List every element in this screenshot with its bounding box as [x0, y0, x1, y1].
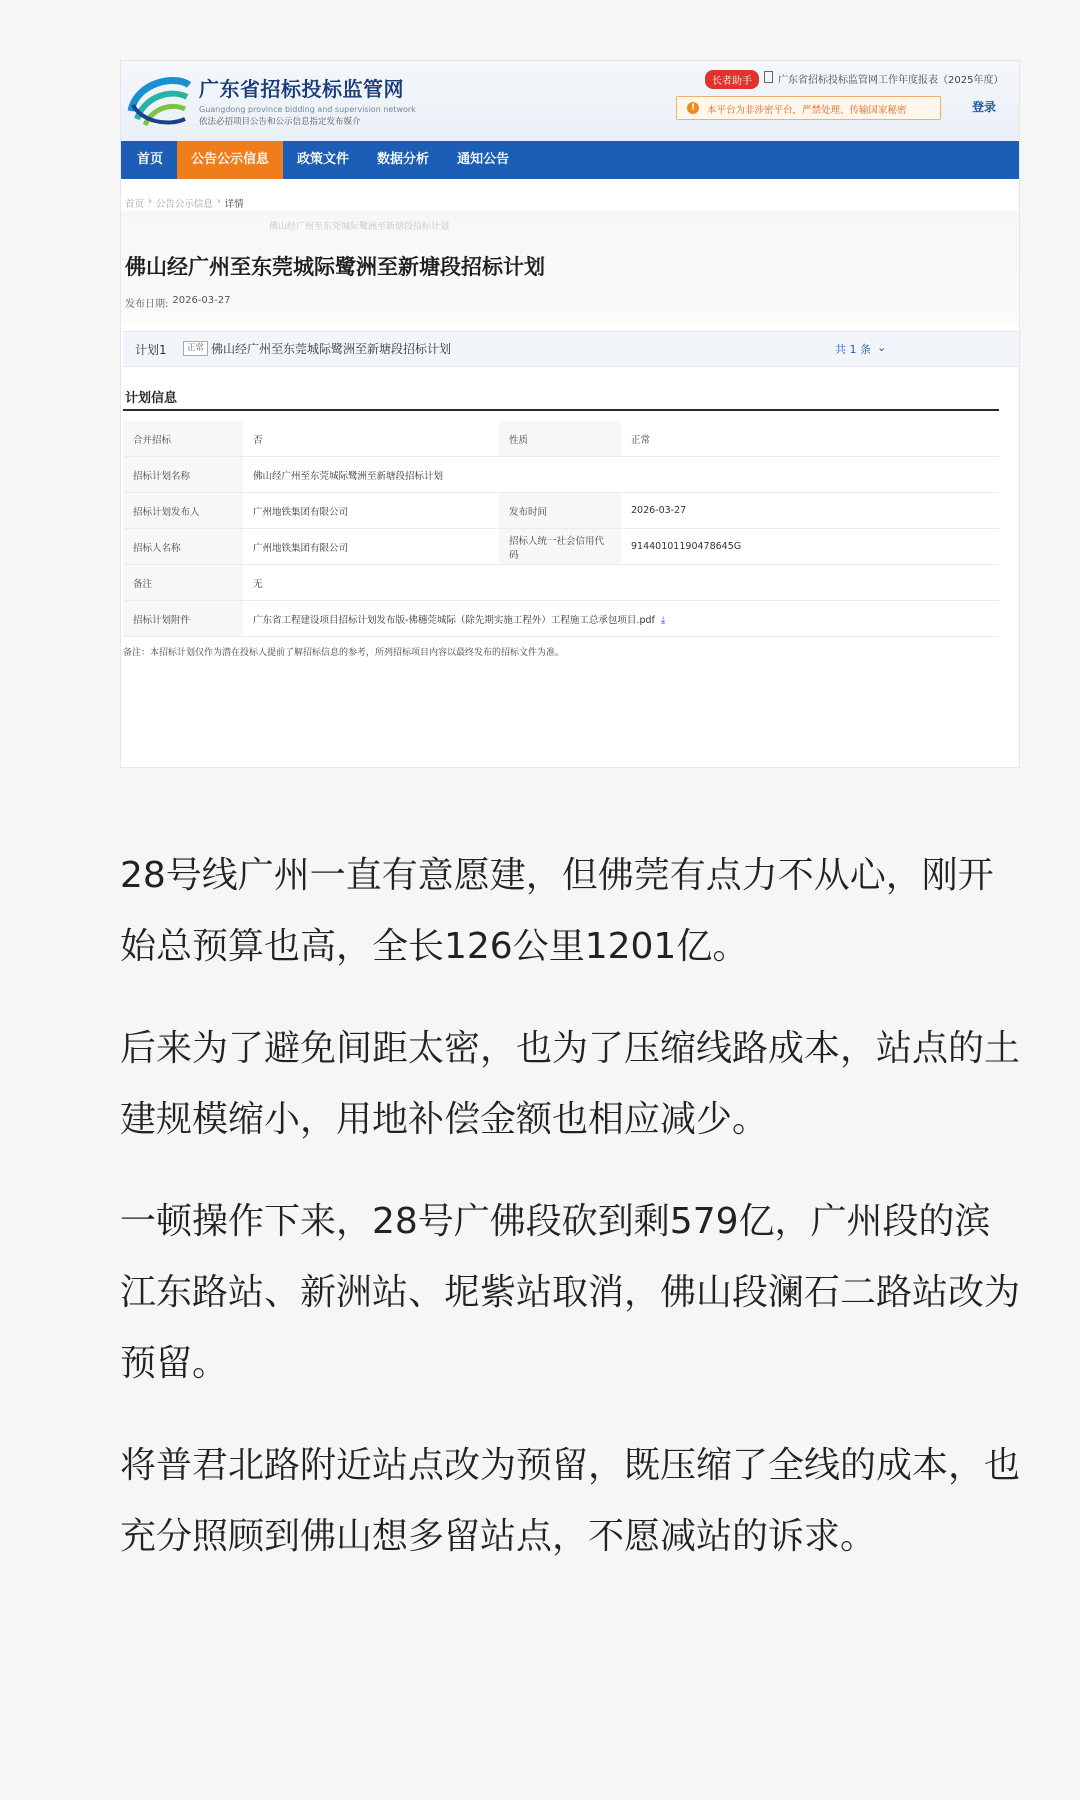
publish-date-label: 发布日期:: [125, 299, 169, 310]
site-logo-text: [199, 73, 416, 127]
table-label: 发布时间: [499, 493, 621, 529]
security-warning: [676, 96, 941, 120]
table-label: 备注: [123, 565, 243, 601]
section-divider: [123, 409, 999, 411]
site-name-en: Guangdong province bidding and supervision network: [199, 105, 416, 114]
article-paragraph: 将普君北路附近站点改为预留，既压缩了全线的成本，也充分照顾到佛山想多留站点，不愿减站的诉求。: [120, 1445, 1021, 1557]
nav-item-policy[interactable]: 政策文件: [297, 152, 350, 167]
table-value: 广州地铁集团有限公司: [243, 529, 499, 565]
table-label: 招标计划名称: [123, 457, 243, 493]
login-button[interactable]: 登录: [971, 100, 996, 114]
breadcrumb-section[interactable]: 公告公示信息: [155, 199, 213, 210]
table-row: [123, 565, 999, 601]
page-title: 佛山经广州至东莞城际鹭洲至新塘段招标计划: [125, 255, 545, 279]
nav-item-home[interactable]: 首页: [137, 152, 164, 167]
site-subtitle: 依法必招项目公告和公示信息指定发布媒介: [199, 117, 361, 127]
attachment-link[interactable]: 广东省工程建设项目招标计划发布版-佛穗莞城际（除先期实施工程外）工程施工总承包项目.pdf: [253, 614, 655, 626]
publish-date-value: 2026-03-27: [172, 295, 231, 306]
table-label: 招标人统一社会信用代码: [499, 529, 621, 565]
article-paragraph: 28号线广州一直有意愿建，但佛莞有点力不从心，刚开始总预算也高，全长126公里1201亿。: [120, 855, 994, 967]
table-value: 91440101190478645G: [621, 529, 999, 565]
table-value: 佛山经广州至东莞城际鹭洲至新塘段招标计划: [243, 457, 999, 493]
embedded-screenshot: [120, 60, 1020, 768]
breadcrumb-separator: ›: [148, 196, 152, 207]
table-label: 性质: [499, 421, 621, 457]
table-value: 2026-03-27: [621, 493, 999, 529]
table-value: 无: [243, 565, 999, 601]
nav-item-announcements[interactable]: 公告公示信息: [177, 141, 283, 179]
plan-info-table: [123, 421, 999, 637]
breadcrumb-current: 详情: [224, 199, 244, 210]
elder-helper-button[interactable]: 长者助手: [705, 70, 759, 89]
warning-text: 本平台为非涉密平台，严禁处理、传输国家秘密: [707, 105, 907, 116]
publish-date: [125, 295, 231, 310]
document-icon: [764, 71, 773, 83]
table-label: 合并招标: [123, 421, 243, 457]
title-band: [121, 211, 1019, 323]
chevron-down-icon: ⌄: [877, 341, 887, 354]
annual-report-link[interactable]: 广东省招标投标监管网工作年度报表（2025年度）: [778, 75, 1004, 86]
table-value: 正常: [621, 421, 999, 457]
warning-icon: !: [687, 102, 699, 114]
section-title: 计划信息: [125, 391, 178, 406]
table-row: [123, 529, 999, 565]
table-label: 招标计划附件: [123, 601, 243, 637]
breadcrumb-home[interactable]: 首页: [125, 199, 145, 210]
main-nav: [121, 141, 1019, 179]
download-icon[interactable]: ⤓: [660, 614, 666, 626]
breadcrumb-separator: ›: [216, 196, 221, 207]
site-logo-icon: [127, 71, 191, 129]
table-row: [123, 601, 999, 637]
article-body: [120, 840, 1020, 1603]
table-row: [123, 493, 999, 529]
site-name: 广东省招标投标监管网: [199, 77, 404, 101]
table-value: 广州地铁集团有限公司: [243, 493, 499, 529]
plan-status-badge: 正常: [183, 341, 208, 356]
disclaimer-note: 备注：本招标计划仅作为潜在投标人提前了解招标信息的参考，所列招标项目内容以最终发布的招标文件为准。: [123, 648, 565, 658]
breadcrumb: [125, 196, 244, 210]
plan-selector[interactable]: [123, 331, 1019, 367]
nav-item-notices[interactable]: 通知公告: [457, 152, 510, 167]
plan-count[interactable]: [835, 341, 886, 357]
nav-item-data-analysis[interactable]: 数据分析: [377, 152, 430, 167]
table-row: [123, 421, 999, 457]
table-label: 招标计划发布人: [123, 493, 243, 529]
plan-count-text: 共 1 条: [835, 343, 871, 356]
plan-number: 计划1: [135, 343, 167, 357]
plan-name: 佛山经广州至东莞城际鹭洲至新塘段招标计划: [211, 342, 452, 356]
table-row: [123, 457, 999, 493]
title-watermark: 佛山经广州至东莞城际鹭洲至新塘段招标计划: [269, 222, 450, 232]
table-value: 否: [243, 421, 499, 457]
table-label: 招标人名称: [123, 529, 243, 565]
site-header: [121, 61, 1019, 141]
article-paragraph: 后来为了避免间距太密，也为了压缩线路成本，站点的土建规模缩小，用地补偿金额也相应减少。: [120, 1028, 1021, 1140]
article-paragraph: 一顿操作下来，28号广佛段砍到剩579亿，广州段的滨江东路站、新洲站、坭紫站取消，佛山段澜石二路站改为预留。: [120, 1201, 1021, 1384]
attachment-cell: [243, 601, 999, 637]
